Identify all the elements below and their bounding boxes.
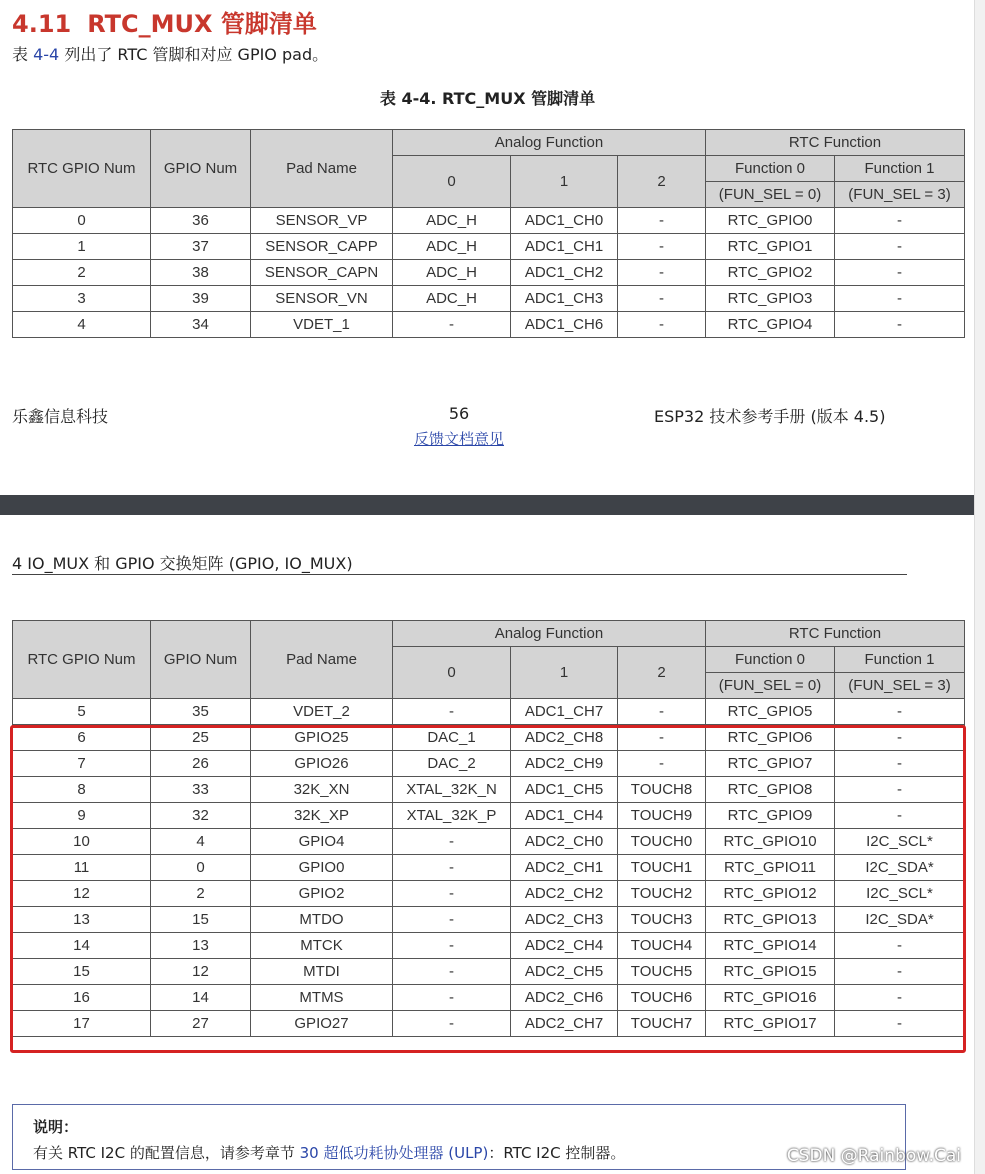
- cell-function-1: I2C_SCL*: [835, 881, 965, 907]
- header-gpio-num: GPIO Num: [151, 130, 251, 208]
- header-pad-name: Pad Name: [251, 621, 393, 699]
- section-heading: [12, 4, 317, 39]
- note-text: [33, 1142, 625, 1163]
- cell-analog-2: -: [618, 725, 706, 751]
- cell-analog-1: ADC2_CH6: [511, 985, 618, 1011]
- cell-analog-2: TOUCH2: [618, 881, 706, 907]
- section-number: 4.11: [12, 10, 72, 38]
- header-analog-2: 2: [618, 647, 706, 699]
- cell-gpio-num: 32: [151, 803, 251, 829]
- note-title: 说明：: [33, 1118, 79, 1136]
- cell-rtc-gpio-num: 5: [13, 699, 151, 725]
- header-analog-0: 0: [393, 156, 511, 208]
- cell-pad-name: GPIO0: [251, 855, 393, 881]
- document-page-1: [0, 0, 975, 495]
- cell-analog-2: TOUCH5: [618, 959, 706, 985]
- header-rule: [12, 574, 907, 575]
- cell-analog-0: -: [393, 933, 511, 959]
- header-analog-0: 0: [393, 647, 511, 699]
- cell-analog-0: -: [393, 959, 511, 985]
- header-analog-function: Analog Function: [393, 621, 706, 647]
- cell-analog-1: ADC1_CH7: [511, 699, 618, 725]
- cell-function-1: -: [835, 777, 965, 803]
- table-row: [13, 959, 965, 985]
- intro-text-after: 列出了 RTC 管脚和对应 GPIO pad。: [59, 45, 329, 64]
- cell-pad-name: MTDO: [251, 907, 393, 933]
- cell-function-1: -: [835, 260, 965, 286]
- cell-rtc-gpio-num: 1: [13, 234, 151, 260]
- header-gpio-num: GPIO Num: [151, 621, 251, 699]
- cell-pad-name: GPIO2: [251, 881, 393, 907]
- cell-function-0: RTC_GPIO10: [706, 829, 835, 855]
- cell-analog-2: -: [618, 751, 706, 777]
- cell-analog-1: ADC2_CH3: [511, 907, 618, 933]
- cell-analog-0: DAC_2: [393, 751, 511, 777]
- cell-rtc-gpio-num: 4: [13, 312, 151, 338]
- document-page-2: [0, 515, 975, 1174]
- cell-analog-1: ADC2_CH9: [511, 751, 618, 777]
- cell-analog-0: -: [393, 907, 511, 933]
- cell-function-1: -: [835, 803, 965, 829]
- header-pad-name: Pad Name: [251, 130, 393, 208]
- table-row: [13, 751, 965, 777]
- cell-analog-0: ADC_H: [393, 286, 511, 312]
- cell-function-1: I2C_SCL*: [835, 829, 965, 855]
- cell-pad-name: SENSOR_VP: [251, 208, 393, 234]
- table-caption: 表 4-4. RTC_MUX 管脚清单: [379, 89, 596, 108]
- cell-analog-0: -: [393, 855, 511, 881]
- cell-pad-name: VDET_2: [251, 699, 393, 725]
- cell-pad-name: MTDI: [251, 959, 393, 985]
- table-row: [13, 907, 965, 933]
- cell-function-0: RTC_GPIO15: [706, 959, 835, 985]
- cell-analog-0: ADC_H: [393, 208, 511, 234]
- cell-analog-0: -: [393, 312, 511, 338]
- header-analog-1: 1: [511, 156, 618, 208]
- cell-function-0: RTC_GPIO1: [706, 234, 835, 260]
- table-row: [13, 208, 965, 234]
- cell-analog-2: TOUCH6: [618, 985, 706, 1011]
- footer-page-number: 56: [448, 404, 470, 423]
- table-row: [13, 1011, 965, 1037]
- cell-gpio-num: 37: [151, 234, 251, 260]
- header-rtc-function: RTC Function: [706, 130, 965, 156]
- cell-pad-name: GPIO27: [251, 1011, 393, 1037]
- viewer-scroll-strip[interactable]: [974, 0, 985, 1174]
- cell-pad-name: 32K_XP: [251, 803, 393, 829]
- header-analog-1: 1: [511, 647, 618, 699]
- cell-function-1: I2C_SDA*: [835, 907, 965, 933]
- table-row: [13, 234, 965, 260]
- header-function-1: Function 1: [835, 156, 965, 182]
- cell-function-0: RTC_GPIO12: [706, 881, 835, 907]
- cell-rtc-gpio-num: 17: [13, 1011, 151, 1037]
- cell-analog-2: TOUCH7: [618, 1011, 706, 1037]
- cell-analog-1: ADC2_CH0: [511, 829, 618, 855]
- rtc-mux-table-part1: [12, 129, 965, 338]
- cell-analog-2: -: [618, 234, 706, 260]
- cell-gpio-num: 12: [151, 959, 251, 985]
- cell-analog-2: -: [618, 260, 706, 286]
- cell-analog-1: ADC1_CH3: [511, 286, 618, 312]
- table-row: [13, 286, 965, 312]
- cell-gpio-num: 15: [151, 907, 251, 933]
- cell-analog-2: -: [618, 286, 706, 312]
- cell-gpio-num: 33: [151, 777, 251, 803]
- cell-analog-2: TOUCH4: [618, 933, 706, 959]
- cell-rtc-gpio-num: 16: [13, 985, 151, 1011]
- page-gap: [0, 495, 985, 515]
- footer-manual-title: ESP32 技术参考手册 (版本 4.5): [654, 407, 886, 426]
- cell-analog-1: ADC1_CH5: [511, 777, 618, 803]
- cell-function-0: RTC_GPIO6: [706, 725, 835, 751]
- cell-analog-0: -: [393, 699, 511, 725]
- cell-pad-name: GPIO25: [251, 725, 393, 751]
- cell-gpio-num: 0: [151, 855, 251, 881]
- cell-pad-name: MTMS: [251, 985, 393, 1011]
- header-rtc-function: RTC Function: [706, 621, 965, 647]
- table-row: [13, 855, 965, 881]
- table-row: [13, 985, 965, 1011]
- cell-rtc-gpio-num: 12: [13, 881, 151, 907]
- table-reference-link[interactable]: 4-4: [33, 45, 60, 64]
- cell-function-0: RTC_GPIO9: [706, 803, 835, 829]
- cell-function-1: -: [835, 234, 965, 260]
- cell-analog-0: XTAL_32K_N: [393, 777, 511, 803]
- cell-pad-name: 32K_XN: [251, 777, 393, 803]
- cell-function-0: RTC_GPIO0: [706, 208, 835, 234]
- header-fun-sel-0: (FUN_SEL = 0): [706, 182, 835, 208]
- note-text-before: 有关 RTC I2C 的配置信息，请参考章节: [33, 1144, 300, 1162]
- cell-function-0: RTC_GPIO17: [706, 1011, 835, 1037]
- cell-function-0: RTC_GPIO13: [706, 907, 835, 933]
- cell-analog-1: ADC2_CH8: [511, 725, 618, 751]
- cell-pad-name: SENSOR_CAPN: [251, 260, 393, 286]
- header-rtc-gpio-num: RTC GPIO Num: [13, 621, 151, 699]
- cell-gpio-num: 13: [151, 933, 251, 959]
- cell-analog-0: -: [393, 829, 511, 855]
- cell-analog-2: -: [618, 312, 706, 338]
- note-box: [12, 1104, 906, 1170]
- cell-rtc-gpio-num: 3: [13, 286, 151, 312]
- cell-function-1: I2C_SDA*: [835, 855, 965, 881]
- cell-pad-name: GPIO26: [251, 751, 393, 777]
- cell-function-1: -: [835, 699, 965, 725]
- cell-rtc-gpio-num: 2: [13, 260, 151, 286]
- header-function-1: Function 1: [835, 647, 965, 673]
- ulp-chapter-link[interactable]: 30 超低功耗协处理器 (ULP): [299, 1144, 489, 1162]
- cell-analog-0: XTAL_32K_P: [393, 803, 511, 829]
- cell-analog-2: TOUCH8: [618, 777, 706, 803]
- cell-rtc-gpio-num: 9: [13, 803, 151, 829]
- cell-pad-name: VDET_1: [251, 312, 393, 338]
- table-row: [13, 829, 965, 855]
- cell-analog-1: ADC2_CH5: [511, 959, 618, 985]
- cell-rtc-gpio-num: 11: [13, 855, 151, 881]
- cell-pad-name: GPIO4: [251, 829, 393, 855]
- table-row: [13, 260, 965, 286]
- cell-analog-1: ADC1_CH6: [511, 312, 618, 338]
- intro-paragraph: [12, 42, 328, 65]
- cell-gpio-num: 39: [151, 286, 251, 312]
- cell-rtc-gpio-num: 10: [13, 829, 151, 855]
- cell-analog-2: -: [618, 699, 706, 725]
- header-analog-2: 2: [618, 156, 706, 208]
- cell-function-0: RTC_GPIO14: [706, 933, 835, 959]
- cell-function-1: -: [835, 312, 965, 338]
- section-title: RTC_MUX 管脚清单: [87, 10, 317, 38]
- cell-function-1: -: [835, 286, 965, 312]
- cell-analog-1: ADC2_CH2: [511, 881, 618, 907]
- cell-rtc-gpio-num: 15: [13, 959, 151, 985]
- cell-rtc-gpio-num: 7: [13, 751, 151, 777]
- cell-function-0: RTC_GPIO3: [706, 286, 835, 312]
- note-text-after: ：RTC I2C 控制器。: [488, 1144, 626, 1162]
- csdn-watermark: CSDN @Rainbow.Cai: [786, 1146, 961, 1166]
- cell-analog-2: TOUCH3: [618, 907, 706, 933]
- cell-gpio-num: 26: [151, 751, 251, 777]
- header-function-0: Function 0: [706, 156, 835, 182]
- cell-pad-name: SENSOR_CAPP: [251, 234, 393, 260]
- cell-analog-1: ADC2_CH4: [511, 933, 618, 959]
- intro-text-before: 表: [12, 45, 34, 64]
- cell-function-0: RTC_GPIO4: [706, 312, 835, 338]
- cell-analog-2: TOUCH9: [618, 803, 706, 829]
- cell-analog-0: -: [393, 881, 511, 907]
- cell-analog-2: TOUCH0: [618, 829, 706, 855]
- cell-analog-1: ADC2_CH7: [511, 1011, 618, 1037]
- cell-gpio-num: 2: [151, 881, 251, 907]
- table-row: [13, 777, 965, 803]
- table-row: [13, 699, 965, 725]
- table-row: [13, 312, 965, 338]
- cell-gpio-num: 25: [151, 725, 251, 751]
- cell-function-0: RTC_GPIO8: [706, 777, 835, 803]
- cell-pad-name: MTCK: [251, 933, 393, 959]
- cell-pad-name: SENSOR_VN: [251, 286, 393, 312]
- cell-function-0: RTC_GPIO7: [706, 751, 835, 777]
- cell-analog-2: -: [618, 208, 706, 234]
- cell-analog-0: ADC_H: [393, 260, 511, 286]
- cell-rtc-gpio-num: 13: [13, 907, 151, 933]
- cell-analog-1: ADC2_CH1: [511, 855, 618, 881]
- cell-analog-1: ADC1_CH2: [511, 260, 618, 286]
- header-rtc-gpio-num: RTC GPIO Num: [13, 130, 151, 208]
- cell-function-1: -: [835, 1011, 965, 1037]
- table-row: [13, 933, 965, 959]
- feedback-link[interactable]: 反馈文档意见: [413, 430, 504, 448]
- cell-gpio-num: 38: [151, 260, 251, 286]
- footer-company: 乐鑫信息科技: [12, 407, 109, 426]
- header-fun-sel-0: (FUN_SEL = 0): [706, 673, 835, 699]
- cell-function-0: RTC_GPIO2: [706, 260, 835, 286]
- table-row: [13, 881, 965, 907]
- cell-function-1: -: [835, 933, 965, 959]
- table-row: [13, 725, 965, 751]
- cell-analog-2: TOUCH1: [618, 855, 706, 881]
- cell-analog-1: ADC1_CH1: [511, 234, 618, 260]
- cell-function-0: RTC_GPIO5: [706, 699, 835, 725]
- cell-analog-0: ADC_H: [393, 234, 511, 260]
- cell-rtc-gpio-num: 14: [13, 933, 151, 959]
- cell-analog-1: ADC1_CH0: [511, 208, 618, 234]
- cell-rtc-gpio-num: 8: [13, 777, 151, 803]
- cell-function-1: -: [835, 751, 965, 777]
- running-header: 4 IO_MUX 和 GPIO 交换矩阵 (GPIO, IO_MUX): [12, 554, 353, 573]
- cell-gpio-num: 27: [151, 1011, 251, 1037]
- cell-function-0: RTC_GPIO16: [706, 985, 835, 1011]
- cell-analog-0: DAC_1: [393, 725, 511, 751]
- cell-analog-0: -: [393, 1011, 511, 1037]
- cell-analog-1: ADC1_CH4: [511, 803, 618, 829]
- header-function-0: Function 0: [706, 647, 835, 673]
- header-analog-function: Analog Function: [393, 130, 706, 156]
- cell-function-1: -: [835, 208, 965, 234]
- header-fun-sel-3: (FUN_SEL = 3): [835, 182, 965, 208]
- cell-gpio-num: 14: [151, 985, 251, 1011]
- cell-gpio-num: 35: [151, 699, 251, 725]
- table-row: [13, 803, 965, 829]
- cell-function-0: RTC_GPIO11: [706, 855, 835, 881]
- cell-function-1: -: [835, 725, 965, 751]
- cell-rtc-gpio-num: 0: [13, 208, 151, 234]
- cell-gpio-num: 36: [151, 208, 251, 234]
- cell-function-1: -: [835, 959, 965, 985]
- cell-gpio-num: 34: [151, 312, 251, 338]
- rtc-mux-table-part2: [12, 620, 965, 1037]
- cell-gpio-num: 4: [151, 829, 251, 855]
- cell-function-1: -: [835, 985, 965, 1011]
- cell-analog-0: -: [393, 985, 511, 1011]
- header-fun-sel-3: (FUN_SEL = 3): [835, 673, 965, 699]
- cell-rtc-gpio-num: 6: [13, 725, 151, 751]
